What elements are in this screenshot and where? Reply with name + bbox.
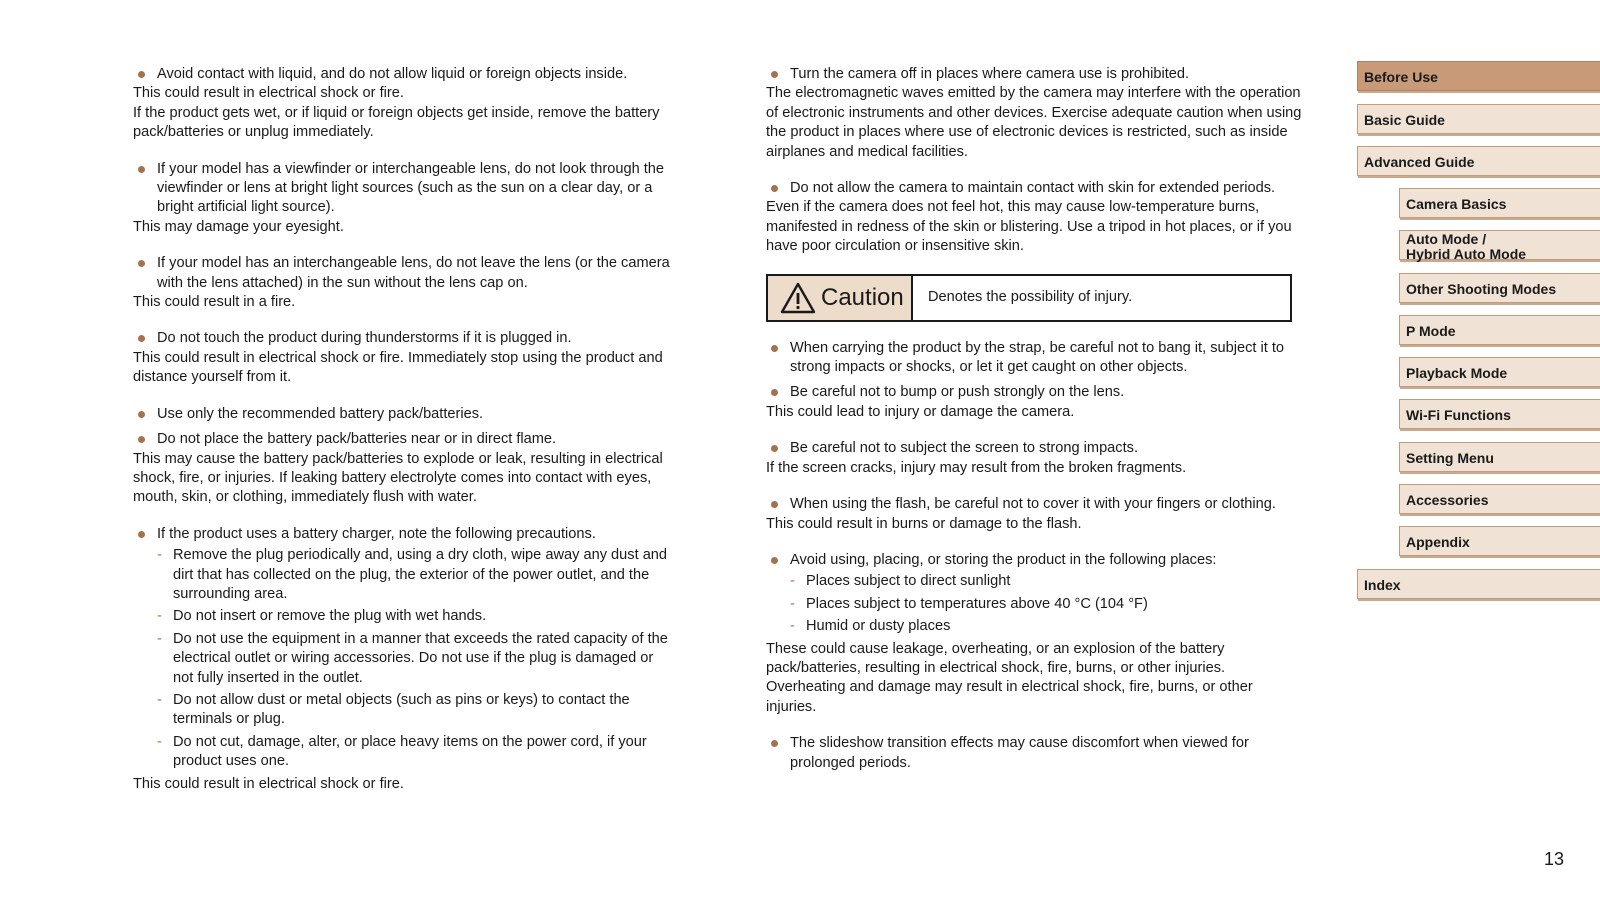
safety-item	[766, 439, 1306, 478]
item-paragraph: This may damage your eyesight.	[133, 218, 344, 235]
safety-item	[133, 160, 673, 238]
bullet-dot	[138, 531, 145, 538]
item-paragraph: This could result in a fire.	[133, 294, 296, 311]
page-number: 13	[1544, 849, 1565, 869]
sub-list-item: - Do not allow dust or metal objects (such as pins or keys) to contact the terminals or plug.	[157, 691, 630, 728]
sub-list-item: - Do not use the equipment in a manner that exceeds the rated capacity of the electrical outlet or wiring accessories. Do not use if the plug is damaged or not fully inserted in the outlet.	[157, 630, 668, 686]
safety-item	[766, 495, 1306, 534]
item-paragraph: These could cause leakage, overheating, or an explosion of the battery pack/batteries, resulting in electrical shock, fire, burns, or other injuries. Overheating and damage may result in electrical shock, fire, burns, or other injuries.	[766, 640, 1253, 715]
dash-marker: -	[157, 608, 162, 625]
item-paragraph: This could lead to injury or damage the camera.	[766, 403, 1075, 420]
bullet-text: Do not allow the camera to maintain contact with skin for extended periods.	[790, 180, 1276, 197]
caution-title: Caution	[821, 283, 904, 311]
bullet-dot	[138, 71, 145, 78]
sub-list	[157, 546, 673, 771]
item-paragraph: This could result in electrical shock or fire.	[133, 775, 404, 792]
safety-item	[133, 405, 673, 424]
item-paragraph: This could result in burns or damage to the flash.	[766, 515, 1082, 532]
sub-list-item: - Places subject to direct sunlight	[790, 572, 1306, 591]
bullet-dot	[138, 436, 145, 443]
caution-description: Denotes the possibility of injury.	[928, 288, 1133, 305]
safety-item	[766, 383, 1306, 422]
nav-tab-advanced-guide[interactable]: Advanced Guide	[1357, 146, 1600, 176]
bullet-text: Do not touch the product during thunderstorms if it is plugged in.	[157, 330, 572, 347]
item-paragraph: Even if the camera does not feel hot, this may cause low-temperature burns, manifested in redness of the skin or blistering. Use a tripod in hot places, or if you have poor circulation or insensitive skin.	[766, 199, 1292, 255]
dash-marker: -	[157, 630, 162, 647]
safety-item	[766, 65, 1306, 162]
nav-tab-before-use[interactable]: Before Use	[1357, 61, 1600, 91]
right-column	[766, 65, 1306, 790]
bullet-dot	[138, 260, 145, 267]
nav-tab-auto-mode-line1: Auto Mode /	[1406, 231, 1487, 247]
safety-item	[133, 65, 673, 143]
safety-item	[766, 734, 1306, 773]
nav-tab-basic-guide[interactable]: Basic Guide	[1357, 104, 1600, 134]
sub-list-item: - Humid or dusty places	[790, 617, 1306, 636]
bullet-text: The slideshow transition effects may cause discomfort when viewed for prolonged periods.	[790, 735, 1249, 771]
sub-list	[790, 572, 1306, 636]
nav-tab-other-shooting-modes[interactable]: Other Shooting Modes	[1399, 273, 1600, 303]
dash-marker: -	[157, 691, 162, 708]
dash-marker: -	[790, 618, 795, 635]
item-paragraph: If the product gets wet, or if liquid or foreign objects get inside, remove the battery pack/batteries or unplug immediately.	[133, 104, 660, 141]
sub-list-item: - Do not insert or remove the plug with wet hands.	[157, 607, 673, 626]
bullet-dot	[771, 389, 778, 396]
safety-item	[766, 551, 1306, 717]
sub-list-item: - Remove the plug periodically and, using a dry cloth, wipe away any dust and dirt that has collected on the plug, the exterior of the power outlet, and the surrounding area.	[157, 547, 668, 602]
bullet-text: If the product uses a battery charger, note the following precautions.	[157, 525, 596, 542]
dash-marker: -	[157, 733, 162, 750]
bullet-dot	[771, 740, 778, 747]
dash-marker: -	[790, 595, 795, 612]
bullet-dot	[771, 501, 778, 508]
bullet-dot	[771, 345, 778, 352]
item-paragraph: This may cause the battery pack/batteries to explode or leak, resulting in electrical shock, fire, or injuries. If leaking battery electrolyte comes into contact with eyes, mouth, skin, or clothing, immediately flush with water.	[133, 450, 663, 506]
item-paragraph: This could result in electrical shock or fire.	[133, 85, 404, 102]
safety-item	[766, 339, 1306, 378]
bullet-text: Do not place the battery pack/batteries near or in direct flame.	[157, 431, 557, 448]
safety-item	[133, 430, 673, 508]
nav-tab-index[interactable]: Index	[1357, 569, 1600, 599]
sub-list-item: - Places subject to temperatures above 40 °C (104 °F)	[790, 595, 1306, 614]
item-paragraph: If the screen cracks, injury may result from the broken fragments.	[766, 459, 1187, 476]
bullet-text: Be careful not to subject the screen to strong impacts.	[790, 440, 1138, 457]
dash-marker: -	[157, 547, 162, 564]
bullet-text: Avoid using, placing, or storing the product in the following places:	[790, 551, 1217, 568]
bullet-dot	[138, 335, 145, 342]
bullet-dot	[771, 557, 778, 564]
left-column	[133, 65, 673, 811]
bullet-dot	[771, 445, 778, 452]
item-paragraph: The electromagnetic waves emitted by the camera may interfere with the operation of electronic instruments and other devices. Exercise adequate caution when using the product in places where use of electronic devices is restricted, such as inside airplanes and medical facilities.	[766, 85, 1302, 160]
safety-item	[133, 329, 673, 387]
bullet-dot	[138, 411, 145, 418]
bullet-text: If your model has an interchangeable lens, do not leave the lens (or the camera with the lens attached) in the sun without the lens cap on.	[157, 255, 670, 291]
nav-tab-auto-mode-line2: Hybrid Auto Mode	[1406, 245, 1527, 262]
nav-tab-setting-menu[interactable]: Setting Menu	[1399, 442, 1600, 472]
nav-tab-appendix[interactable]: Appendix	[1399, 526, 1600, 556]
bullet-text: When using the flash, be careful not to cover it with your fingers or clothing.	[790, 496, 1276, 513]
nav-tab-camera-basics[interactable]: Camera Basics	[1399, 188, 1600, 218]
caution-label	[768, 276, 913, 320]
bullet-dot	[771, 185, 778, 192]
item-paragraph: This could result in electrical shock or fire. Immediately stop using the product and distance yourself from it.	[133, 349, 663, 386]
safety-item	[133, 525, 673, 794]
caution-box	[766, 274, 1292, 322]
nav-tab-playback-mode[interactable]: Playback Mode	[1399, 357, 1600, 387]
safety-item	[133, 254, 673, 312]
safety-item	[766, 179, 1306, 257]
bullet-text: When carrying the product by the strap, be careful not to bang it, subject it to strong impacts or shocks, or let it get caught on other objects.	[790, 339, 1285, 376]
bullet-text: Avoid contact with liquid, and do not allow liquid or foreign objects inside.	[157, 66, 628, 82]
nav-tab-wifi-functions[interactable]: Wi-Fi Functions	[1399, 399, 1600, 429]
bullet-dot	[138, 166, 145, 173]
nav-tab-auto-mode[interactable]	[1399, 230, 1600, 260]
warning-triangle-icon	[780, 282, 816, 314]
bullet-text: Turn the camera off in places where camera use is prohibited.	[790, 66, 1190, 82]
bullet-text: Use only the recommended battery pack/batteries.	[157, 405, 484, 422]
bullet-text: If your model has a viewfinder or interchangeable lens, do not look through the viewfinder or lens at bright light sources (such as the sun on a clear day, or a bright artificial light source).	[157, 160, 665, 216]
dash-marker: -	[790, 573, 795, 590]
nav-tab-accessories[interactable]: Accessories	[1399, 484, 1600, 514]
sub-list-item: - Do not cut, damage, alter, or place heavy items on the power cord, if your product uses one.	[157, 733, 647, 770]
nav-tab-p-mode[interactable]: P Mode	[1399, 315, 1600, 345]
bullet-dot	[771, 71, 778, 78]
bullet-text: Be careful not to bump or push strongly on the lens.	[790, 384, 1125, 401]
